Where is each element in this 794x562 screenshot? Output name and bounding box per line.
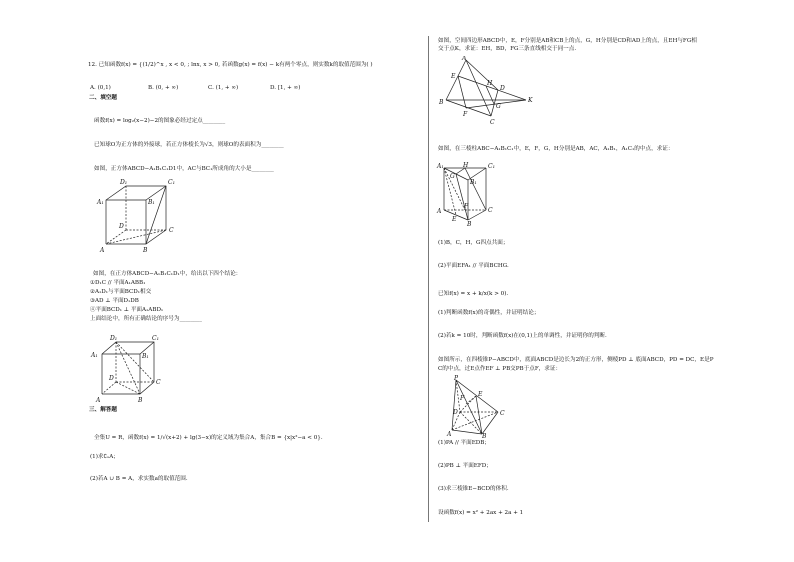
pyramid-figure bbox=[446, 374, 516, 438]
fill-question-4-intro: 如图，在正方体ABCD−A₁B₁C₁D₁中，给出以下四个结论： bbox=[93, 271, 242, 277]
label-d: D bbox=[109, 375, 114, 382]
quad-figure bbox=[436, 56, 536, 128]
label-b: B bbox=[439, 99, 444, 106]
label-a1: A₁ bbox=[91, 352, 98, 359]
pyramid-part-3: (3)求三棱锥E−BCD的体积. bbox=[438, 486, 509, 492]
fx-part-2: (2)若k = 10时，判断函数f(x)在(0,1)上的单调性，并证明你的判断. bbox=[438, 333, 607, 339]
label-c1: C₁ bbox=[168, 179, 175, 186]
section-fill-in: 二、填空题 bbox=[89, 95, 117, 101]
label-a: A bbox=[447, 431, 452, 438]
label-d1: D₁ bbox=[120, 179, 128, 186]
label-a: A bbox=[437, 208, 442, 215]
option-b: B. (0, + ∞) bbox=[148, 85, 179, 91]
label-d: D bbox=[500, 85, 505, 92]
question-prism: 如图，在三棱柱ABC−A₁B₁C₁中，E，F，G，H分别是AB，AC，A₁B₁，A₁C₁的中点，求证： bbox=[438, 146, 674, 152]
conclusion-1: ①D₁C // 平面A₁ABB₁ bbox=[90, 280, 146, 286]
label-g: G bbox=[450, 173, 455, 180]
fill-question-3: 如图，正方体ABCD−A₁B₁C₁D1中，AC与BC₁所成角的大小是________ bbox=[94, 166, 274, 172]
option-d: D. [1, + ∞) bbox=[270, 85, 301, 91]
last-question: 设函数f(x) = x² + 2ax + 2a + 1 bbox=[438, 510, 524, 516]
label-a1: A₁ bbox=[97, 199, 104, 206]
pyramid-part-1: (1)PA // 平面EDB； bbox=[438, 440, 490, 446]
question-pyramid: C的中点，过E点作EF ⊥ PB交PB于点F，求证： bbox=[438, 366, 562, 372]
label-c: C bbox=[169, 227, 174, 234]
label-e: E bbox=[478, 391, 483, 398]
conclusion-2: ②A₁D₁与平面BCD₁相交 bbox=[90, 289, 152, 295]
label-f: F bbox=[460, 395, 465, 402]
label-f: F bbox=[464, 203, 469, 210]
label-b1: B₁ bbox=[142, 353, 149, 360]
label-g: G bbox=[496, 103, 501, 110]
option-a: A. (0,1) bbox=[90, 85, 111, 91]
label-b1: B₁ bbox=[148, 199, 155, 206]
label-a: A bbox=[100, 247, 105, 254]
label-a: A bbox=[462, 56, 467, 62]
label-f: F bbox=[463, 111, 468, 118]
label-e: E bbox=[452, 216, 457, 223]
label-b: B bbox=[482, 433, 487, 438]
fill-question-1: 函数f(x) = log₂(x−2)−2的图象必经过定点________ bbox=[94, 118, 226, 124]
conclusion-4: ④平面BCD₁ ⊥ 平面A₁ABD₁ bbox=[90, 307, 164, 313]
label-a: A bbox=[96, 397, 101, 404]
label-d1: D₁ bbox=[110, 335, 118, 342]
question-ef: 交于点K，求证：EH，BD，FG三条直线相交于同一点. bbox=[438, 46, 577, 52]
option-c: C. (1, + ∞) bbox=[208, 85, 239, 91]
label-p: P bbox=[454, 375, 459, 382]
prism-figure bbox=[436, 160, 506, 226]
question-12: 12. 已知函数f(x) = {(1/2)^x , x < 0, ; lnx, x > 0, 若函数g(x) = f(x) − k有两个零点，则实数k的取值范围为( ) bbox=[88, 62, 373, 68]
label-b: B bbox=[143, 247, 148, 254]
label-c1: C₁ bbox=[152, 335, 159, 342]
label-d: D bbox=[453, 409, 458, 416]
label-c: C bbox=[500, 410, 505, 417]
label-h: H bbox=[463, 162, 469, 169]
label-h: H bbox=[487, 80, 493, 87]
section-solutions: 三、解答题 bbox=[89, 407, 117, 413]
conclusion-3: ③AD ⊥ 平面D₁DB bbox=[90, 298, 139, 304]
label-b: B bbox=[467, 221, 472, 226]
pyramid-part-2: (2)PB ⊥ 平面EFD； bbox=[438, 463, 492, 469]
label-e: E bbox=[451, 73, 456, 80]
label-c: C bbox=[490, 119, 495, 126]
cube-figure-1 bbox=[96, 174, 186, 254]
question-ef-line1: 如图，空间四边形ABCD中，E，F分别是AB和CB上的点，G，H分别是CD和AD上的点，且EH与FG相 bbox=[438, 38, 697, 44]
solution-1-part-2: (2)若A ∪ B = A，求实数a的取值范围. bbox=[90, 476, 188, 482]
label-b1: B₁ bbox=[470, 179, 477, 186]
question-pyramid-line1: 如图所示，在四棱锥P−ABCD中，底面ABCD是边长为2的正方形，侧棱PD ⊥ 底面ABCD，PD = DC，E是P bbox=[438, 357, 714, 363]
column-divider bbox=[428, 36, 429, 522]
solution-1-part-1: (1)求∁ᵤA； bbox=[90, 454, 119, 460]
label-c: C bbox=[156, 379, 161, 386]
label-k: K bbox=[528, 97, 533, 104]
prism-part-2: (2)平面EFA₁ // 平面BCHG. bbox=[438, 263, 509, 269]
fx-part-1: (1)判断函数f(x)的奇偶性，并证明结论； bbox=[438, 310, 540, 316]
label-d: D bbox=[119, 223, 124, 230]
fill-question-2: 已知球O为正方体的外接球，若正方体棱长为√3，则球O的表面积为________ bbox=[94, 142, 284, 148]
prism-part-1: (1)B，C，H，G四点共面； bbox=[438, 240, 509, 246]
label-b: B bbox=[138, 397, 143, 404]
fill-question-4-ask: 上面结论中，所有正确结论的序号为________ bbox=[90, 316, 202, 322]
label-c1: C₁ bbox=[488, 163, 495, 170]
solution-1-stem: 全集U = R，函数f(x) = 1/√(x+2) + lg(3−x)的定义域为集合A，集合B = {x|x²−a < 0}. bbox=[94, 435, 323, 441]
cube-figure-2 bbox=[90, 330, 170, 406]
fx-stem: 已知f(x) = x + k/x(k > 0). bbox=[438, 291, 509, 297]
label-c: C bbox=[488, 207, 493, 214]
label-a1: A₁ bbox=[437, 163, 444, 170]
